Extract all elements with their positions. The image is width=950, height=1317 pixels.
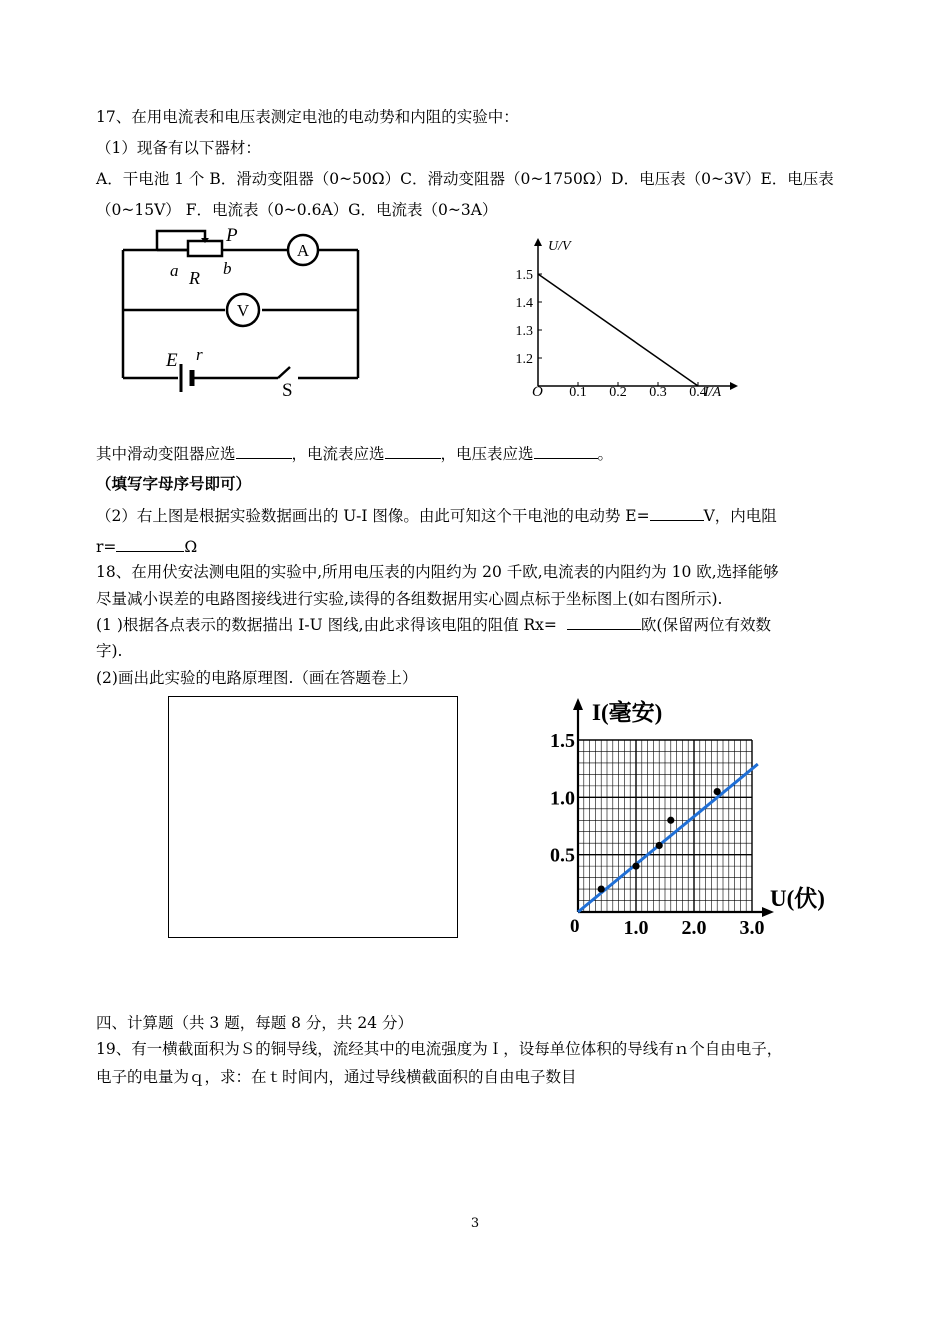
part2-text-b: V，内电阻 [703,507,777,525]
q17-equipment-line1: A．干电池 1 个 B．滑动变阻器（0~50Ω）C．滑动变阻器（0~1750Ω）D．电压表（0~3V）E．电压表 [96,170,834,188]
q17-title: 17、在用电流表和电压表测定电池的电动势和内阻的实验中： [96,108,519,126]
q18-part2: (2)画出此实验的电路原理图.（画在答题卷上） [96,669,418,687]
y-tick-label: 1.2 [515,352,533,367]
emf-answer-blank[interactable] [650,506,704,521]
label-p: P [226,225,238,246]
section4-heading: 四、计算题（共 3 题，每题 8 分，共 24 分） [96,1014,414,1032]
part2-text-a: （2）右上图是根据实验数据画出的 U-I 图像。由此可知这个干电池的电动势 E= [96,507,650,525]
label-internal-r: r [196,345,203,364]
y-axis-label: U/V [548,239,571,254]
x-tick-label: 2.0 [681,917,707,939]
y-tick-label: 1.4 [515,296,533,311]
q19-line1: 19、有一横截面积为Ｓ的铜导线，流经其中的电流强度为Ｉ，设每单位体积的导线有ｎ个自由电子， [96,1040,783,1058]
q17-part2-line2 [96,537,197,557]
label-b: b [223,259,232,278]
data-point [714,788,721,795]
x-tick-label: 1.0 [623,917,649,939]
data-point [667,817,674,824]
q19-line2: 电子的电量为ｑ，求：在ｔ时间内，通过导线横截面积的自由电子数目 [96,1068,577,1086]
q17-part1: （1）现备有以下器材： [96,139,261,157]
choose-voltmeter-text: ，电压表应选 [440,445,534,463]
y-tick-label: 1.5 [515,268,533,283]
x-tick-label: 0.4 [689,385,707,400]
y-tick-label: 1.3 [515,324,533,339]
x-axis-label: U(伏) [770,886,825,911]
q18-line1: 18、在用伏安法测电阻的实验中,所用电压表的内阻约为 20 千欧,电流表的内阻约为 10 欧,选择能够 [96,563,779,581]
resistance-answer-blank[interactable] [116,537,184,552]
y-tick-label: 1.0 [550,787,575,810]
circuit-answer-box[interactable] [168,696,458,938]
q18-part1-line [96,615,771,635]
q18-part1-text-a: (1 )根据各点表示的数据描出 I-U 图线,由此求得该电阻的阻值 Rx= [96,616,557,634]
ammeter-label: A [296,241,310,260]
data-point [656,842,663,849]
q17-part2-line1 [96,506,777,526]
origin-label: O [532,384,543,400]
q18-part1-text-b: 欧(保留两位有效数 [640,616,771,634]
fit-line [578,764,758,912]
u-i-line [538,274,698,386]
data-point [598,885,605,892]
x-axis-label: I/A [704,385,722,400]
x-tick-label: 0.2 [609,385,627,400]
ammeter-answer-blank[interactable] [385,444,441,459]
page-number: 3 [470,1216,480,1231]
q18-part1-cont: 字). [96,642,123,660]
rheostat-answer-blank[interactable] [236,444,292,459]
data-point [632,863,639,870]
x-tick-label: 3.0 [739,917,765,939]
label-a: a [170,261,179,280]
y-tick-label: 1.5 [550,730,575,752]
u-i-graph [508,230,744,402]
x-tick-label: 0.1 [569,385,587,400]
q17-equipment-line2: （0~15V） F．电流表（0~0.6A）G．电流表（0~3A） [96,201,498,219]
choose-rheostat-text: 其中滑动变阻器应选 [96,445,236,463]
voltmeter-answer-blank[interactable] [534,444,598,459]
choose-end: 。 [597,445,614,463]
part2-text-d: Ω [184,538,198,556]
y-tick-label: 0.5 [550,844,575,867]
circuit-diagram [110,224,370,402]
label-e: E [166,350,178,371]
y-axis-label: I(毫安) [592,700,663,725]
rx-answer-blank[interactable] [567,615,641,630]
q18-line2: 尽量减小误差的电路图接线进行实验,读得的各组数据用实心圆点标于坐标图上(如右图所示). [96,590,723,608]
choose-ammeter-text: ，电流表应选 [291,445,385,463]
x-tick-label: 0.3 [649,385,667,400]
part2-text-c: r= [96,538,117,556]
i-u-graph [540,694,850,944]
label-r: R [189,268,200,288]
origin-label: 0 [570,916,580,937]
voltmeter-label: V [236,301,250,320]
label-s: S [282,380,293,401]
q17-choose-line [96,444,613,464]
q17-note: （填写字母序号即可） [96,474,252,493]
